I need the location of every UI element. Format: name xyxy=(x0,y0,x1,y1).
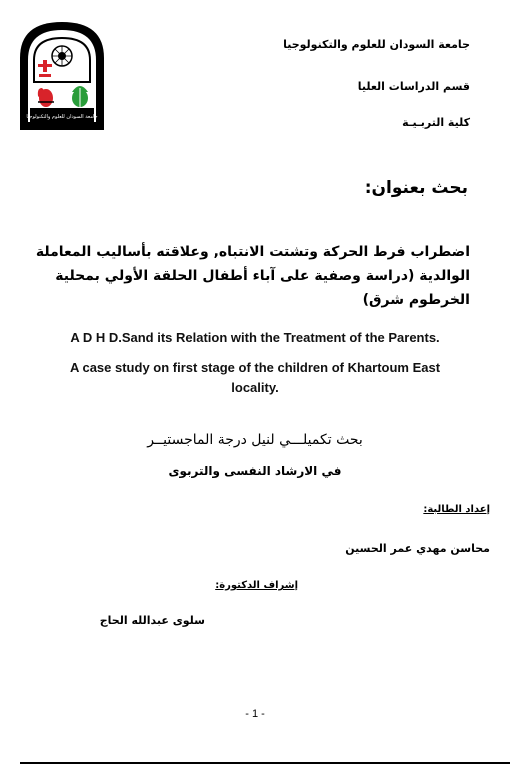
university-logo xyxy=(12,18,112,136)
degree-statement: بحث تكميلـــي لنيل درجة الماجستيــر xyxy=(147,432,363,448)
student-name: محاسن مهدي عمر الحسين xyxy=(345,542,490,555)
page-number: - 1 - xyxy=(245,708,265,720)
department-name: قسم الدراسات العليا xyxy=(357,80,470,93)
prepared-by-label: إعداد الطالبة: xyxy=(423,504,490,515)
supervisor-name: سلوى عبدالله الحاج xyxy=(99,614,205,627)
degree-field: في الارشاد النفسى والتربوى xyxy=(168,464,342,478)
university-name: جامعة السودان للعلوم والتكنولوجيا xyxy=(283,38,470,51)
page-bottom-rule xyxy=(20,762,510,764)
svg-text:جامعة السودان للعلوم والتكنولو: جامعة السودان للعلوم والتكنولوجيا xyxy=(26,114,98,120)
research-heading: بحث بعنوان: xyxy=(364,178,468,198)
university-seal-icon xyxy=(12,18,112,136)
college-name: كلية التربـيـة xyxy=(402,116,470,129)
supervisor-label: إشراف الدكتورة: xyxy=(215,580,298,591)
thesis-title-english-line-1: A D H D.Sand its Relation with the Treatment of the Parents. xyxy=(70,330,440,345)
thesis-title-english-line-2: A case study on first stage of the children of Khartoum East xyxy=(69,360,441,375)
thesis-title-english-line-3: locality. xyxy=(231,380,279,395)
thesis-title-arabic: اضطراب فرط الحركة وتشتت الانتباه, وعلاقته بأساليب المعاملة الوالدية (دراسة وصفية على آباء أطفال الحلقة الأولي بمحلية الخرطوم شرق) xyxy=(35,244,470,308)
